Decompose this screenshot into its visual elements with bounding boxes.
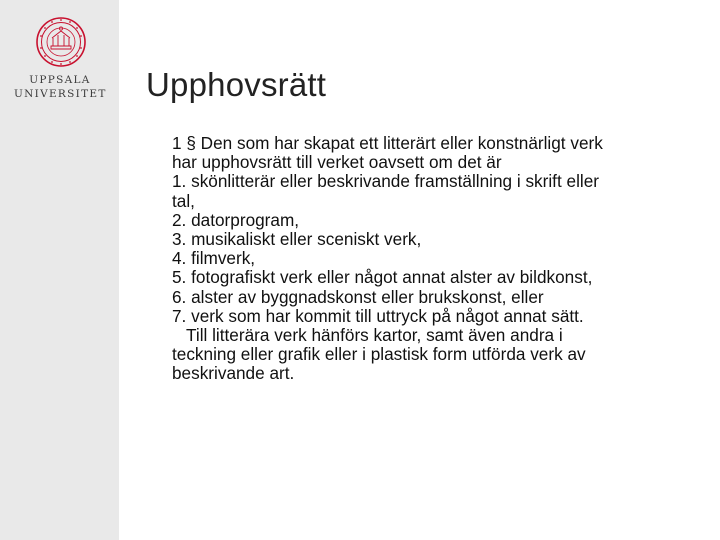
body-line: Till litterära verk hänförs kartor, samt även andra i	[172, 325, 563, 346]
slide-body	[172, 134, 692, 384]
body-line: 6. alster av byggnadskonst eller brukskonst, eller	[172, 286, 544, 307]
body-line: 4. filmverk,	[172, 248, 256, 269]
sidebar-panel	[0, 0, 119, 540]
body-line: 1. skönlitterär eller beskrivande framställning i skrift eller	[172, 171, 599, 192]
body-line: 7. verk som har kommit till uttryck på något annat sätt.	[172, 305, 584, 326]
body-line: 5. fotografiskt verk eller något annat alster av bildkonst,	[172, 267, 593, 288]
body-line: 1 § Den som har skapat ett litterärt eller konstnärligt verk	[172, 133, 603, 153]
slide-title: Upphovsrätt	[146, 66, 327, 103]
logo-text-universitet: UNIVERSITET	[14, 88, 107, 100]
body-line: har upphovsrätt till verket oavsett om det är	[172, 152, 502, 173]
body-line: 2. datorprogram,	[172, 209, 300, 230]
body-line: beskrivande art.	[172, 363, 295, 384]
body-line: tal,	[172, 190, 195, 211]
body-line: 3. musikaliskt eller sceniskt verk,	[172, 229, 422, 250]
logo-text-uppsala: UPPSALA	[29, 74, 91, 86]
body-line: teckning eller grafik eller i plastisk form utförda verk av	[172, 344, 586, 365]
